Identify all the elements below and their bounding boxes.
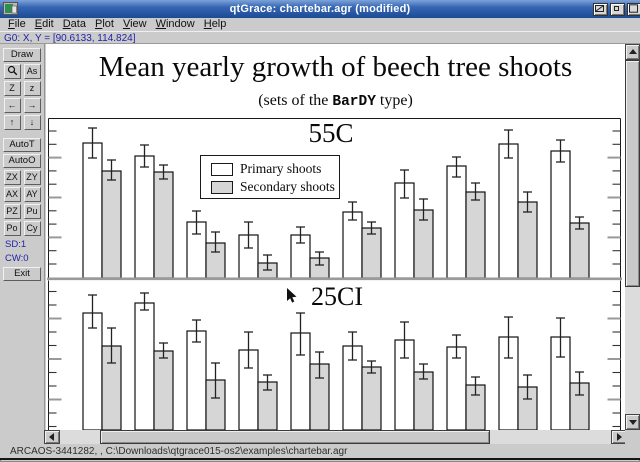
exit-button[interactable]: Exit (3, 267, 41, 281)
draw-button[interactable]: Draw (3, 48, 41, 62)
pull-button[interactable]: Pu (24, 204, 41, 219)
chart-title: Mean yearly growth of beech tree shoots (98, 51, 573, 83)
curworld-indicator: CW:0 (5, 253, 29, 264)
panel-label-25ci: 25CI (311, 282, 363, 311)
side-toolbar (0, 44, 45, 444)
chart-legend (200, 155, 340, 199)
secondary-swatch (211, 181, 233, 194)
stack-depth-indicator: SD:1 (5, 239, 27, 250)
autoticks-button[interactable]: AutoT (3, 138, 41, 152)
legend-item-primary: Primary shoots (201, 160, 339, 178)
autoscale-x-button[interactable]: AX (4, 187, 21, 202)
chart-subtitle: (sets of the BarDY type) (258, 92, 413, 110)
pan-down-button[interactable]: ↓ (24, 115, 41, 130)
right-arrow-icon (617, 433, 622, 441)
menu-plot[interactable]: Plot (94, 18, 114, 30)
minimize-button[interactable] (610, 3, 625, 16)
horizontal-scroll-thumb[interactable] (100, 430, 490, 444)
menu-view[interactable]: View (122, 18, 147, 30)
zoom-y-button[interactable]: ZY (24, 170, 41, 185)
menu-help[interactable]: Help (203, 18, 227, 30)
locator-bar (0, 31, 640, 44)
status-text: ARCAOS-3441282, , C:\Downloads\qtgrace015-os2\examples\chartebar.agr (10, 446, 348, 457)
primary-swatch (211, 163, 233, 176)
autooffset-button[interactable]: AutoO (3, 154, 41, 168)
menu-window[interactable]: Window (155, 18, 195, 30)
vertical-scrollbar[interactable] (625, 44, 640, 430)
zoom-in-button[interactable]: Z (4, 81, 21, 96)
up-arrow-icon (629, 49, 637, 54)
legend-item-secondary: Secondary shoots (201, 178, 339, 196)
scroll-down-button[interactable] (625, 414, 640, 430)
scroll-left-button[interactable] (44, 430, 60, 444)
app-icon[interactable] (3, 2, 18, 15)
maximize-button[interactable] (627, 3, 640, 16)
magnifier-icon (7, 65, 18, 76)
menu-file[interactable]: File (8, 18, 26, 30)
system-menu-button[interactable] (593, 3, 608, 16)
autoscale-button[interactable]: As (24, 64, 41, 79)
menu-data[interactable]: Data (62, 18, 86, 30)
status-divider (0, 458, 640, 460)
pop-button[interactable]: Po (4, 221, 21, 236)
horizontal-scrollbar[interactable] (44, 430, 625, 444)
maximize-icon (628, 4, 639, 13)
zoom-x-button[interactable]: ZX (4, 170, 21, 185)
pan-right-button[interactable]: → (24, 98, 41, 113)
zoom-button[interactable] (4, 64, 21, 79)
cycle-button[interactable]: Cy (24, 221, 41, 236)
panel-label-55c: 55C (308, 118, 354, 148)
scroll-up-button[interactable] (625, 44, 640, 60)
left-arrow-icon (49, 433, 54, 441)
title-bar[interactable] (0, 0, 640, 18)
scrollbar-corner (625, 430, 640, 444)
pan-left-button[interactable]: ← (4, 98, 21, 113)
window-title: qtGrace: chartebar.agr (modified) (229, 3, 411, 15)
menu-edit[interactable]: Edit (34, 18, 54, 30)
autoscale-y-button[interactable]: AY (24, 187, 41, 202)
zoom-out-button[interactable]: z (24, 81, 41, 96)
system-menu-icon (594, 4, 605, 13)
minimize-icon (611, 4, 622, 13)
menu-bar (0, 18, 640, 31)
pan-up-button[interactable]: ↑ (4, 115, 21, 130)
push-zoom-button[interactable]: PZ (4, 204, 21, 219)
locator-text: G0: X, Y = [90.6133, 114.824] (4, 33, 136, 44)
down-arrow-icon (629, 420, 637, 425)
status-bar (0, 444, 640, 458)
vertical-scroll-thumb[interactable] (625, 60, 640, 287)
